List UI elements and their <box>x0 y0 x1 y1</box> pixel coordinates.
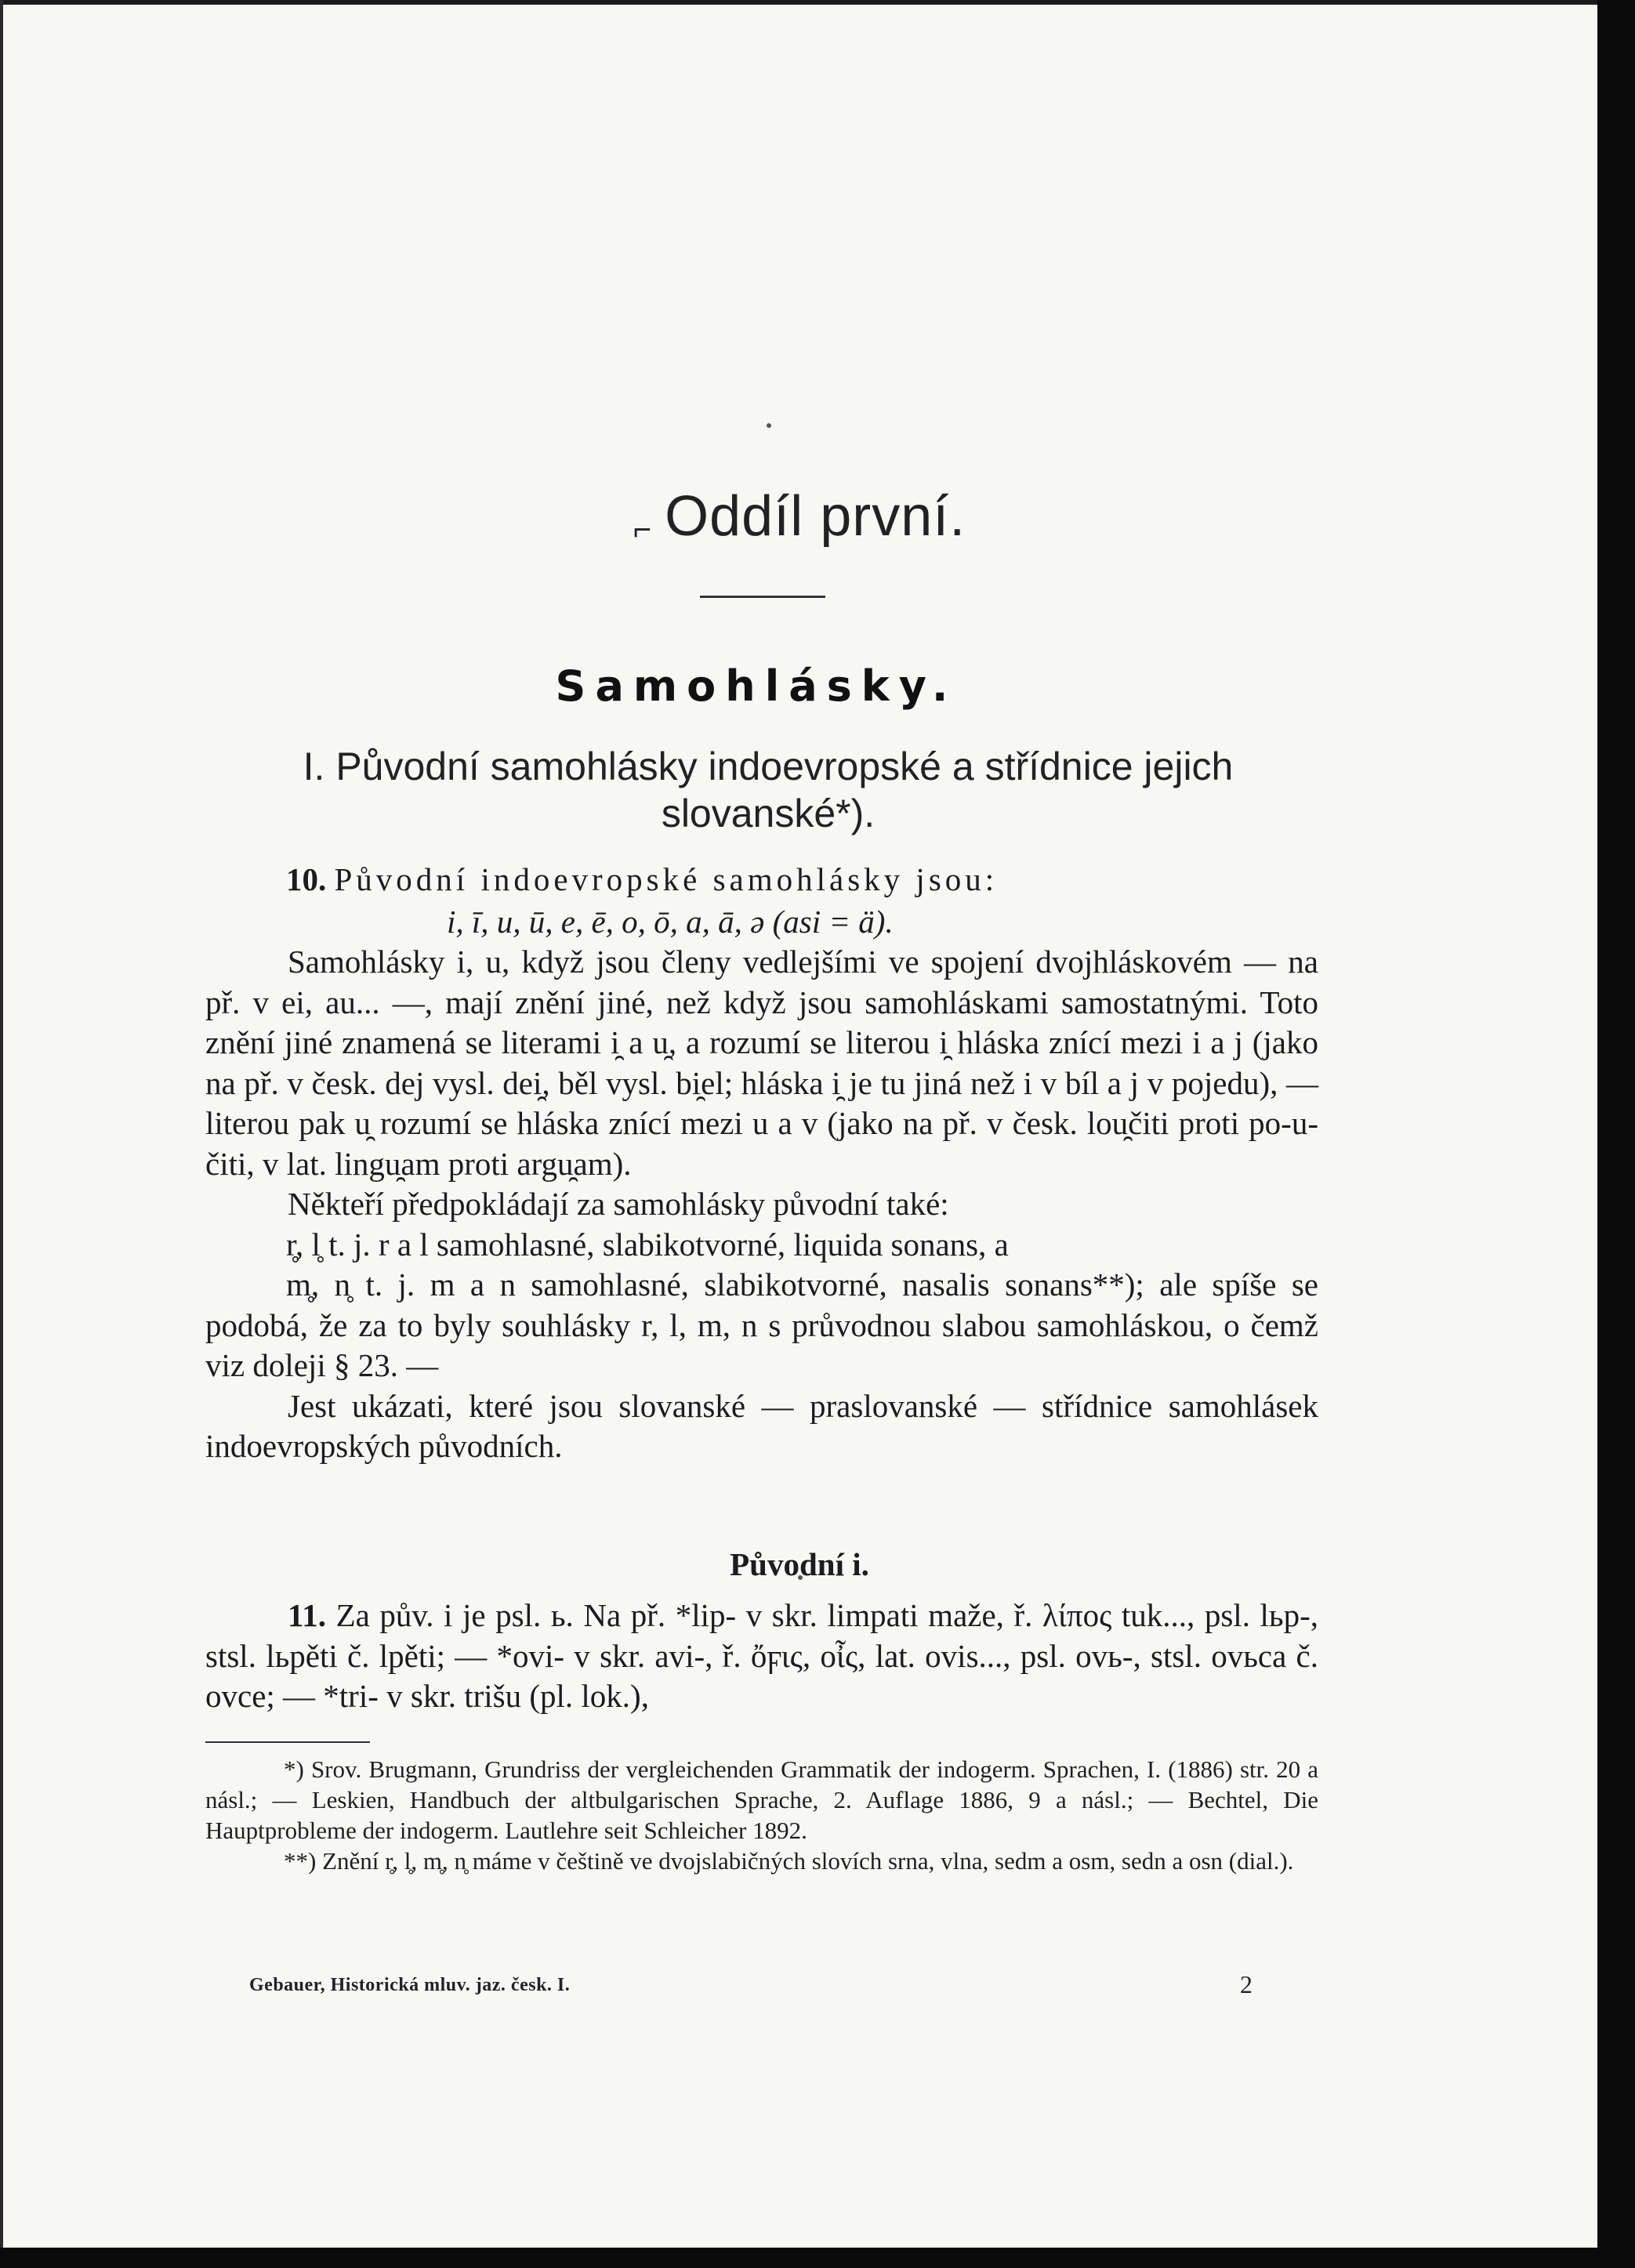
speck <box>767 423 771 428</box>
paragraph-10-text-3: r̥, l̥ t. j. r a l samohlasné, slabikotvorné, liquida sonans, a <box>286 1226 1009 1263</box>
footnote-1: *) Srov. Brugmann, Grundriss der vergleichenden Grammatik der indogerm. Sprachen, I. (1886) str. 20 a násl.; — Leskien, Handbuch der altbulgarischen Sprache, 2. Auflage 1886, 9 a násl.; — Bechtel, Die Hauptprobleme der indogerm. Lautlehre seit Schleicher 1892. <box>205 1755 1318 1844</box>
section-title-text: Oddíl první. <box>665 485 966 548</box>
paragraph-11-text <box>205 1596 1318 1717</box>
footnotes <box>205 1754 1318 1876</box>
paragraph-10-body <box>205 942 1318 1467</box>
paragraph-11-number: 11. <box>288 1597 326 1633</box>
section-title <box>0 484 1599 549</box>
footer-signature: Gebauer, Historická mluv. jaz. česk. I. <box>249 1975 571 1995</box>
paragraph-11-body <box>205 1596 1318 1717</box>
page-number: 2 <box>1240 1970 1253 1998</box>
scan-edge-bottom <box>0 2248 1635 2268</box>
chapter-subheading: I. Původní samohlásky indoevropské a střídnice jejich slovanské*). <box>303 745 1234 835</box>
paragraph-10-number: 10. <box>286 861 327 897</box>
title-rule <box>700 596 825 598</box>
section-mark: ⌐ <box>633 513 653 547</box>
subsection-heading: Původní i. <box>730 1546 869 1582</box>
scan-edge-top <box>0 0 1635 5</box>
footnote-rule <box>205 1741 370 1743</box>
vowel-list: i, ī, u, ū, e, ē, o, ō, a, ā, ə (asi = ä). <box>447 904 894 940</box>
chapter-heading: Samohlásky. <box>555 661 958 711</box>
scan-edge-right <box>1597 0 1635 2268</box>
footnote-2: **) Znění r̥, l̥, m̥, n̥ máme v češtině ve dvojslabičných slovích srna, vlna, sedm a osm, sedn a osn (dial.). <box>284 1847 1294 1875</box>
scan-edge-left <box>0 0 3 2268</box>
paragraph-10-text-2: Někteří předpokládají za samohlásky původní také: <box>288 1186 949 1222</box>
paragraph-10-text-4: m̥, n̥ t. j. m a n samohlasné, slabikotvorné, nasalis sonans**); ale spíše se podobá, že za to byly souhlásky r, l, m, n s průvodnou slabou samohláskou, o čemž viz doleji § 23. — <box>205 1266 1318 1383</box>
paragraph-10-title: Původní indoevropské samohlásky jsou: <box>334 861 999 897</box>
paragraph-10-text-5: Jest ukázati, které jsou slovanské — praslovanské — střídnice samohlásek indoevropských původních. <box>205 1387 1318 1464</box>
paragraph-11-content: Za pův. i je psl. ь. Na př. *lip- v skr. limpati maže, ř. λίπος tuk..., psl. lьp-, stsl. lьpěti č. lpěti; — *ovi- v skr. avi-, ř. ὄϝις, οἶς, lat. ovis..., psl. ovь-, stsl. ovьca č. ovce; — *tri- v skr. trišu (pl. lok.), <box>205 1597 1319 1714</box>
paragraph-10-text-1: Samohlásky i, u, když jsou členy vedlejšími ve spojení dvojhláskovém — na př. v ei, au... —, mají znění jiné, než když jsou samohláskami samostatnými. Toto znění jiné znamená se literami i̯ a u̯, a rozumí se literou i̯ hláska znící mezi i a j (jako na př. v česk. dej vysl. dei̯, běl vysl. bi̯el; hláska i̯ je tu jiná než i v bíl a j v pojedu), — literou pak u̯ rozumí se hláska znící mezi u a v (jako na př. v česk. lou̯čiti proti po-u-čiti, v lat. lingu̯am proti argu̯am). <box>205 944 1318 1182</box>
paragraph-10-heading <box>286 859 998 900</box>
